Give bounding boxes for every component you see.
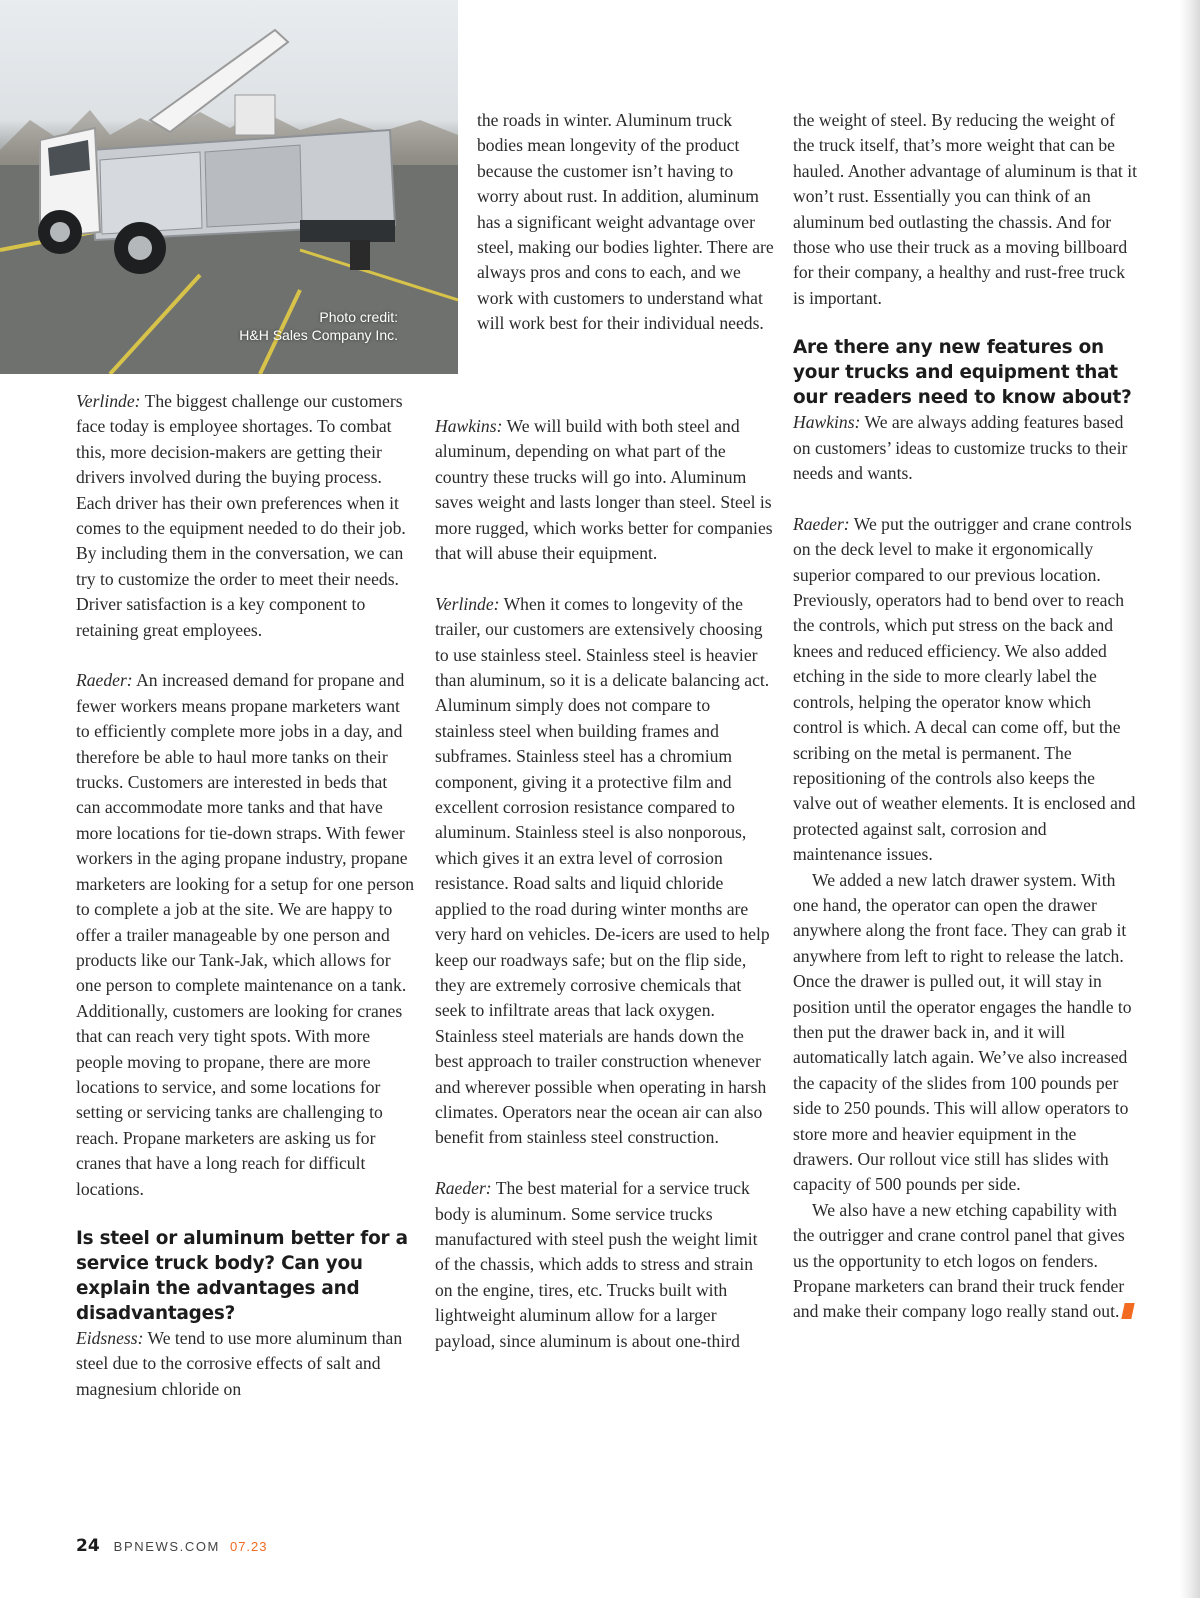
paragraph bbox=[793, 1198, 1137, 1325]
answer-text: The best material for a service truck body is aluminum. Some service trucks manufactured with steel push the weight limit of the chassis, which adds to stress and strain on the engine, tires, etc. Trucks built with lightweight aluminum allow for a larger payload, since aluminum is about one-third bbox=[435, 1178, 758, 1351]
site-url: BPNEWS.COM bbox=[113, 1539, 220, 1554]
column-2 bbox=[435, 414, 773, 1354]
page-number: 24 bbox=[76, 1536, 100, 1556]
paragraph bbox=[76, 389, 416, 643]
paragraph bbox=[435, 592, 773, 1151]
paragraph bbox=[76, 1326, 416, 1402]
speaker-name: Raeder: bbox=[76, 670, 133, 691]
paragraph bbox=[793, 512, 1137, 868]
answer-text: When it comes to longevity of the trailer, our customers are extensively choosing to use stainless steel. Stainless steel is heavier than aluminum, so it is a delicate balancing act. Aluminum simply does not compare to stainless steel when building frames and subframes. Stainless steel has a chromium component, giving it a protective film and excellent corrosion resistance compared to aluminum. Stainless steel is also nonporous, which gives it an extra level of corrosion resistance. Road salts and liquid chloride applied to the road during winter months are very hard on vehicles. De-icers are used to help keep our roadways safe; but on the flip side, they are extremely corrosive chemicals that seek to infiltrate areas that lack oxygen. Stainless steel materials are hands down the best approach to trailer construction whenever and wherever possible when operating in harsh climates. Operators near the ocean air can also benefit from stainless steel construction. bbox=[435, 593, 770, 1148]
page-edge-shadow bbox=[1180, 0, 1200, 1598]
column-1 bbox=[76, 389, 416, 1402]
page-footer bbox=[76, 1536, 268, 1556]
paragraph: We added a new latch drawer system. With one hand, the operator can open the drawer anywhere along the front face. They can grab it anywhere from left to right to release the latch. Once the drawer is pulled out, it will stay in position until the operator engages the handle to then put the drawer back in, and it will automatically latch again. We’ve also increased the capacity of the slides from 100 pounds per side to 250 pounds. This will allow operators to store more and heavier equipment in the drawers. Our rollout vice still has slides with capacity of 500 pounds per side. bbox=[793, 869, 1132, 1195]
answer-text: The biggest challenge our customers face today is employee shortages. To combat this, more decision-makers are getting their drivers involved during the buying process. Each driver has their own preferences when it comes to the equipment needed to do their job. By including them in the conversation, we can try to customize the order to meet their needs. Driver satisfaction is a key component to retaining great employees. bbox=[76, 391, 406, 640]
paragraph bbox=[793, 410, 1137, 486]
paragraph: the roads in winter. Aluminum truck bodies mean longevity of the product because the customer isn’t having to worry about rust. In addition, aluminum has a significant weight advantage over steel, making our bodies lighter. There are always pros and cons to each, and we work with customers to understand what will work best for their individual needs. bbox=[477, 110, 774, 334]
answer-text: An increased demand for propane and fewer workers means propane marketers want to efficiently complete more jobs in a day, and therefore be able to haul more tanks on their trucks. Customers are interested in beds that can accommodate more tanks and that have more locations for tie-down straps. With fewer workers in the aging propane industry, propane marketers are looking for a setup for one person to complete a job at the site. We are happy to offer a trailer manageable by one person and products like our Tank-Jak, which allows for one person to complete maintenance on a tank. Additionally, customers are looking for cranes that can reach very tight spots. With more people moving to propane, there are more locations to service, and some locations for setting or servicing tanks are challenging to reach. Propane marketers are asking us for cranes that have a long reach for difficult locations. bbox=[76, 670, 415, 1199]
column-3 bbox=[793, 108, 1137, 1325]
speaker-name: Hawkins: bbox=[435, 416, 503, 436]
speaker-name: Hawkins: bbox=[793, 412, 861, 433]
paragraph: the weight of steel. By reducing the weight of the truck itself, that’s more weight that can be hauled. Another advantage of aluminum is that it won’t rust. Essentially you can think of an aluminum bed outlasting the chassis. And for those who use their truck as a moving billboard for their company, a healthy and rust-free truck is important. bbox=[793, 110, 1137, 308]
question-heading: Is steel or aluminum better for a service truck body? Can you explain the advantages and disadvantages? bbox=[76, 1227, 408, 1324]
issue-date: 07.23 bbox=[229, 1539, 268, 1554]
answer-text: We put the outrigger and crane controls on the deck level to make it ergonomically superior compared to our previous location. Previously, operators had to bend over to reach the controls, which put stress on the back and knees and reduced efficiency. We also added etching in the side to more clearly label the controls, helping the operator know which control is which. A decal can come off, but the scribing on the metal is permanent. The repositioning of the controls also keeps the valve out of weather elements. It is enclosed and protected against salt, corrosion and maintenance issues. bbox=[793, 513, 1136, 865]
paragraph bbox=[76, 668, 416, 1202]
photo-credit bbox=[239, 308, 398, 344]
photo-credit-label: Photo credit: bbox=[319, 309, 398, 325]
column-2-top bbox=[477, 108, 777, 337]
question-heading: Are there any new features on your trucks and equipment that our readers need to know about? bbox=[793, 337, 1132, 409]
answer-text: We also have a new etching capability with the outrigger and crane control panel that gives us the opportunity to etch logos on fenders. Propane marketers can brand their truck fender and make their company logo really stand out. bbox=[793, 1199, 1125, 1322]
speaker-name: Verlinde: bbox=[435, 593, 500, 614]
photo-credit-name: H&H Sales Company Inc. bbox=[239, 327, 398, 343]
answer-text: We are always adding features based on customers’ ideas to customize trucks to their needs and wants. bbox=[793, 412, 1128, 484]
speaker-name: Eidsness: bbox=[76, 1327, 144, 1348]
speaker-name: Raeder: bbox=[435, 1178, 492, 1199]
paragraph bbox=[435, 414, 773, 566]
answer-text: We will build with both steel and aluminum, depending on what part of the country these trucks will go into. Aluminum saves weight and lasts longer than steel. Steel is more rugged, which works better for companies that will abuse their equipment. bbox=[435, 416, 773, 564]
answer-text: We tend to use more aluminum than steel due to the corrosive effects of salt and magnesium chloride on bbox=[76, 1327, 403, 1399]
speaker-name: Raeder: bbox=[793, 513, 850, 534]
end-of-article-icon bbox=[1122, 1303, 1135, 1319]
paragraph bbox=[435, 1176, 773, 1354]
speaker-name: Verlinde: bbox=[76, 391, 141, 411]
truck-photo bbox=[0, 0, 458, 374]
